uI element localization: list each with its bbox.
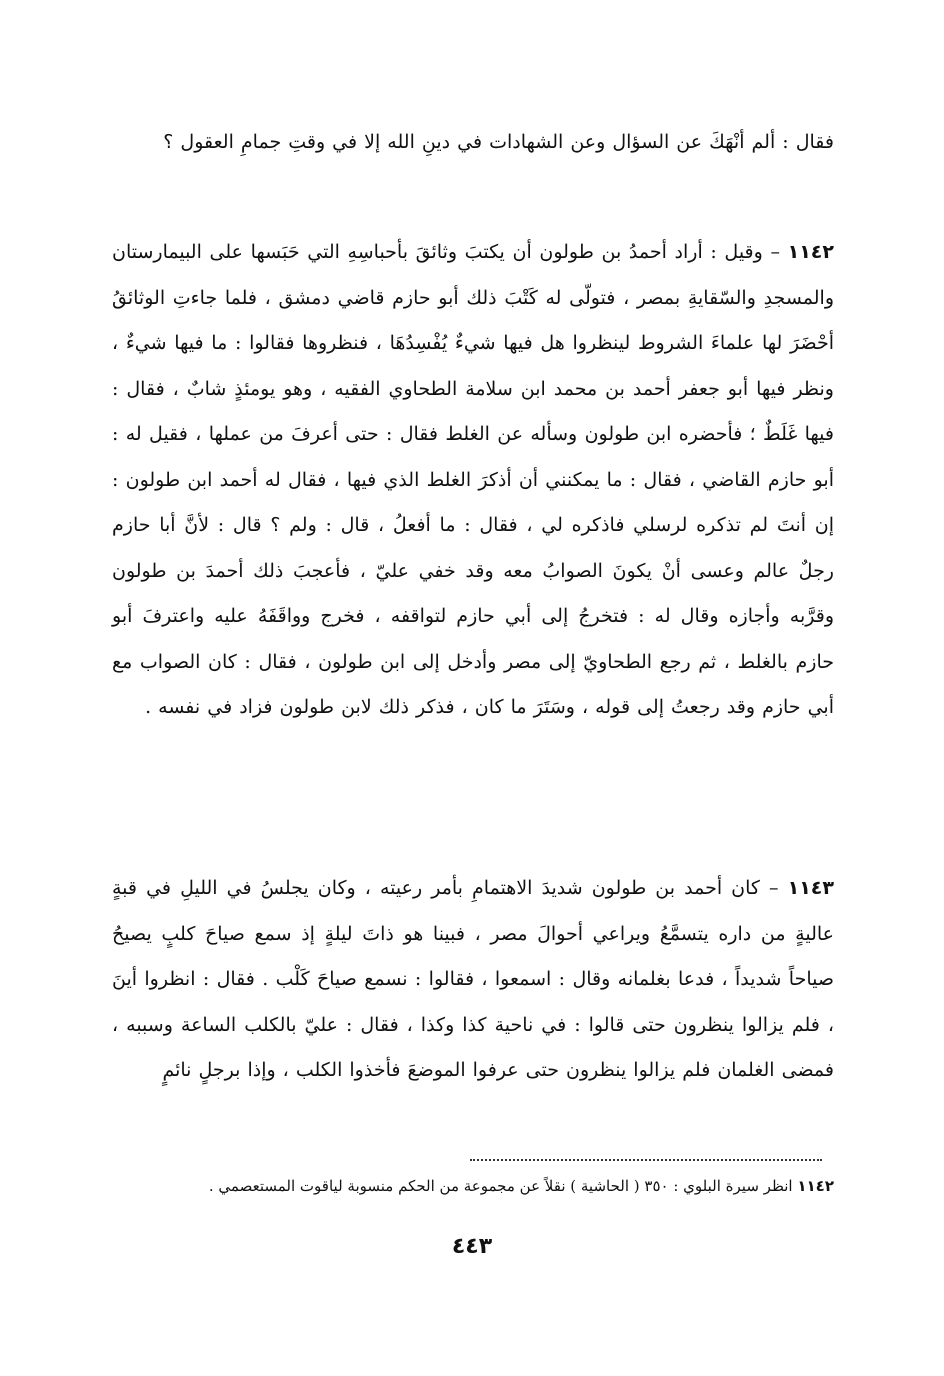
paragraph-continuation — [112, 120, 834, 166]
footnote — [112, 1172, 834, 1200]
paragraph-1142 — [112, 230, 834, 731]
footnote-separator — [470, 1159, 822, 1161]
paragraph-text: فقال : ألم أنْهَكَ عن السؤال وعن الشهادات في دينِ الله إلا في وقتِ جمامِ العقول ؟ — [163, 131, 834, 153]
paragraph-1143 — [112, 866, 834, 1094]
page-number: ٤٤٣ — [451, 1234, 493, 1259]
paragraph-text: – كان أحمد بن طولون شديدَ الاهتمامِ بأمر رعيته ، وكان يجلسُ في الليلِ في قبةٍ عاليةٍ من داره يتسمَّعُ ويراعي أحوالَ مصر ، فبينا هو ذاتَ ليلةٍ إذ سمع صياحَ كلبٍ يصيحُ صياحاً شديداً ، فدعا بغلمانه وقال : اسمعوا ، فقالوا : نسمع صياحَ كَلْب . فقال : انظروا أينَ ، فلم يزالوا ينظرون حتى قالوا : في ناحية كذا وكذا ، فقال : عليّ بالكلب الساعة وسببه ، فمضى الغلمان فلم يزالوا ينظرون حتى عرفوا الموضعَ فأخذوا الكلب ، وإذا برجلٍ نائمٍ — [112, 877, 834, 1081]
paragraph-text: – وقيل : أراد أحمدُ بن طولون أن يكتبَ وثائقَ بأحباسِهِ التي حَبَسها على البيمارستان والمسجدِ والسّقايةِ بمصر ، فتولّى له كَتْبَ ذلك أبو حازم قاضي دمشق ، فلما جاءتِ الوثائقُ أحْضَرَ لها علماءَ الشروط لينظروا هل فيها شيءٌ يُفْسِدُهَا ، فنظروها فقالوا : ما فيها شيءٌ ، ونظر فيها أبو جعفر أحمد بن محمد ابن سلامة الطحاوي الفقيه ، وهو يومئذٍ شابٌ ، فقال : فيها غَلَطٌ ؛ فأحضره ابن طولون وسأله عن الغلط فقال : حتى أعرفَ من عملها ، فقيل له : أبو حازم القاضي ، فقال : ما يمكنني أن أذكرَ الغلط الذي فيها ، فقال له أحمد ابن طولون : إن أنتَ لم تذكره لرسلي فاذكره لي ، فقال : ما أفعلُ ، قال : ولم ؟ قال : لأنَّ أبا حازم رجلٌ عالم وعسى أنْ يكونَ الصوابُ معه وقد خفي عليّ ، فأعجبَ ذلك أحمدَ بن طولون وقرَّبه وأجازه وقال له : فتخرجُ إلى أبي حازم لتواقفه ، فخرج وواقَفَهُ عليه واعترفَ أبو حازم بالغلط ، ثم رجع الطحاويّ إلى مصر وأدخل إلى ابن طولون ، فقال : كان الصواب مع أبي حازم وقد رجعتُ إلى قوله ، وسَتَرَ ما كان ، فذكر ذلك لابن طولون فزاد في نفسه . — [112, 241, 834, 718]
paragraph-number: ١١٤٣ — [787, 877, 834, 899]
footnote-text: انظر سيرة البلوي : ٣٥٠ ( الحاشية ) نقلاً عن مجموعة من الحكم منسوبة لياقوت المستعصمي . — [208, 1177, 798, 1195]
footnote-number: ١١٤٢ — [797, 1177, 834, 1195]
paragraph-number: ١١٤٢ — [787, 241, 834, 263]
